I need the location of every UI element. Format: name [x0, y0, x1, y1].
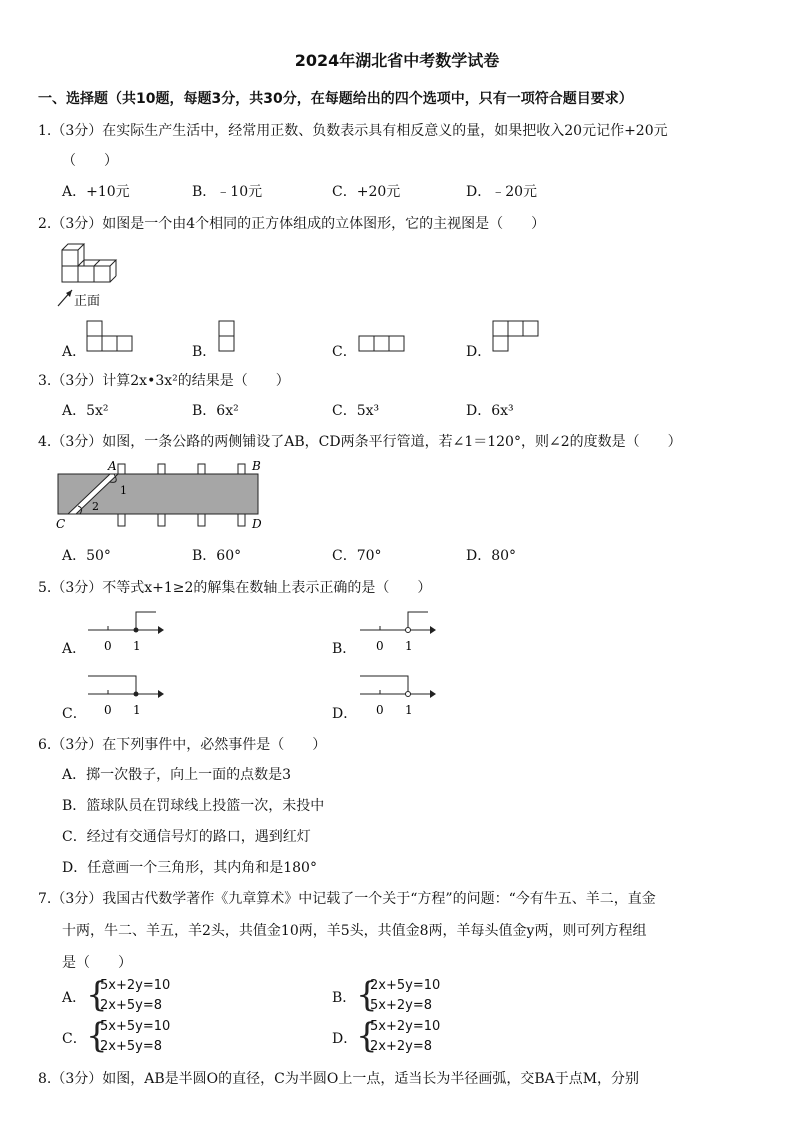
q1-option-d[interactable]: D．﹣20元	[466, 184, 538, 200]
q5-option-c-numberline[interactable]	[86, 668, 168, 722]
question-7-stem-line1: 7.（3分）我国古代数学著作《九章算术》中记载了一个关于“方程”的问题：“今有牛五、羊二，直金	[38, 891, 656, 907]
q5-option-a-numberline[interactable]	[86, 604, 168, 658]
q4-label-a: A	[108, 459, 117, 473]
q2-option-c[interactable]: C．	[332, 344, 357, 360]
q7-a-eq1: 5x+2y=10	[100, 978, 171, 993]
q5b-one: 1	[405, 639, 413, 653]
q7-a-eq2: 2x+5y=8	[100, 998, 162, 1013]
q4-option-b[interactable]: B．60°	[192, 548, 242, 564]
q2-option-c-shape[interactable]	[358, 335, 408, 355]
q6-option-d[interactable]: D．任意画一个三角形，其内角和是180°	[62, 860, 317, 876]
q3-option-a[interactable]: A．5x²	[62, 403, 109, 419]
q5-option-d[interactable]: D．	[332, 706, 358, 722]
q5b-zero: 0	[376, 639, 384, 653]
question-6-stem: 6.（3分）在下列事件中，必然事件是（ ）	[38, 737, 327, 753]
q2-option-a[interactable]: A．	[62, 344, 87, 360]
q5-option-d-numberline[interactable]	[358, 668, 440, 722]
q5d-one: 1	[405, 703, 413, 717]
q4-label-b: B	[252, 459, 261, 473]
q7-option-c[interactable]: C．	[62, 1031, 87, 1047]
question-7-stem-line2: 十两，牛二、羊五，羊2头，共值金10两，羊5头，共值金8两，羊每头值金y两，则可列方程组	[62, 923, 647, 939]
q5a-zero: 0	[104, 639, 112, 653]
question-2-stem: 2.（3分）如图是一个由4个相同的正方体组成的立体图形，它的主视图是（ ）	[38, 216, 546, 232]
q2-option-a-shape[interactable]	[86, 320, 134, 354]
q7-b-eq1: 2x+5y=10	[370, 978, 441, 993]
q5-option-b[interactable]: B．	[332, 641, 357, 657]
question-3-stem: 3.（3分）计算2x•3x²的结果是（ ）	[38, 373, 290, 389]
q4-option-a[interactable]: A．50°	[62, 548, 111, 564]
q4-angle-2: 2	[92, 500, 99, 513]
q2-option-b[interactable]: B．	[192, 344, 217, 360]
q5d-zero: 0	[376, 703, 384, 717]
question-4-stem: 4.（3分）如图，一条公路的两侧铺设了AB，CD两条平行管道，若∠1＝120°，则∠2的度数是（ ）	[38, 434, 682, 450]
q4-road-figure	[52, 456, 274, 536]
q1-option-c[interactable]: C．+20元	[332, 184, 401, 200]
q7-c-eq2: 2x+5y=8	[100, 1039, 162, 1054]
question-5-stem: 5.（3分）不等式x+1≥2的解集在数轴上表示正确的是（ ）	[38, 580, 432, 596]
q7-b-eq2: 5x+2y=8	[370, 998, 432, 1013]
q4-option-c[interactable]: C．70°	[332, 548, 382, 564]
q2-option-d-shape[interactable]	[492, 320, 542, 354]
q5c-one: 1	[133, 703, 141, 717]
question-7-stem-line3: 是（ ）	[62, 955, 132, 971]
q1-option-b[interactable]: B．﹣10元	[192, 184, 263, 200]
q4-option-d[interactable]: D．80°	[466, 548, 517, 564]
q5-option-a[interactable]: A．	[62, 641, 87, 657]
q7-option-a-system[interactable]	[100, 976, 170, 1016]
q4-angle-1: 1	[120, 484, 127, 497]
q5a-one: 1	[133, 639, 141, 653]
q7-c-brace: {	[86, 1016, 108, 1056]
q6-option-c[interactable]: C．经过有交通信号灯的路口，遇到红灯	[62, 829, 311, 845]
q7-d-eq2: 2x+2y=8	[370, 1039, 432, 1054]
q4-label-c: C	[56, 517, 66, 531]
section-heading: 一、选择题（共10题，每题3分，共30分，在每题给出的四个选项中，只有一项符合题目要求）	[38, 91, 633, 107]
q6-option-a[interactable]: A．掷一次骰子，向上一面的点数是3	[62, 767, 292, 783]
q7-c-eq1: 5x+5y=10	[100, 1019, 171, 1034]
q4-label-d: D	[252, 517, 262, 531]
question-1-stem: 1.（3分）在实际生产生活中，经常用正数、负数表示具有相反意义的量，如果把收入20元记作+20元	[38, 123, 668, 139]
q7-d-eq1: 5x+2y=10	[370, 1019, 441, 1034]
q5-option-c[interactable]: C．	[62, 706, 87, 722]
q7-option-c-system[interactable]	[100, 1017, 170, 1057]
q7-b-brace: {	[356, 975, 378, 1015]
q7-option-a[interactable]: A．	[62, 990, 87, 1006]
q7-option-d[interactable]: D．	[332, 1031, 358, 1047]
q7-d-brace: {	[356, 1016, 378, 1056]
q3-option-d[interactable]: D．6x³	[466, 403, 514, 419]
q7-option-d-system[interactable]	[370, 1017, 440, 1057]
q3-option-c[interactable]: C．5x³	[332, 403, 380, 419]
q2-option-b-shape[interactable]	[218, 320, 238, 354]
q2-front-label: 正面	[74, 294, 101, 309]
q7-option-b-system[interactable]	[370, 976, 440, 1016]
q6-option-b[interactable]: B．篮球队员在罚球线上投篮一次，未投中	[62, 798, 325, 814]
q5c-zero: 0	[104, 703, 112, 717]
question-8-stem: 8.（3分）如图，AB是半圆O的直径，C为半圆O上一点，适当长为半径画弧，交BA于点M，分别	[38, 1071, 640, 1087]
q5-option-b-numberline[interactable]	[358, 604, 440, 658]
question-1-blank: （ ）	[62, 153, 118, 169]
q1-option-a[interactable]: A．+10元	[62, 184, 130, 200]
q7-a-brace: {	[86, 975, 108, 1015]
q2-option-d[interactable]: D．	[466, 344, 492, 360]
page-title: 2024年湖北省中考数学试卷	[294, 51, 500, 70]
q3-option-b[interactable]: B．6x²	[192, 403, 239, 419]
q7-option-b[interactable]: B．	[332, 990, 357, 1006]
